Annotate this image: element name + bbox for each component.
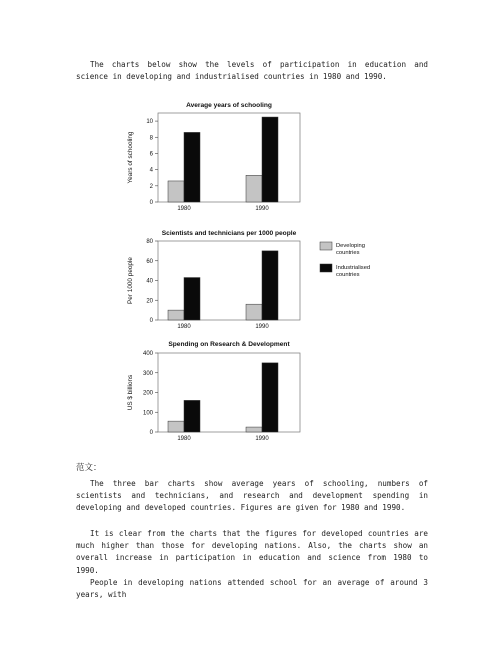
chart-1 [127,102,300,212]
x-tick-label: 1990 [255,324,269,330]
bar-industrialised-1990 [262,117,278,202]
legend-label-line2: countries [336,250,360,256]
legend-label: Developing [336,243,366,249]
y-tick-label: 80 [146,239,153,245]
y-axis-label: Years of schooling [127,131,134,184]
y-axis-label: Per 1000 people [127,257,134,304]
y-tick-label: 300 [142,370,153,377]
y-tick-label: 20 [146,298,153,305]
bar-industrialised-1990 [262,251,278,320]
essay-paragraph-2: It is clear from the charts that the figures for developed countries are much higher than those for developing nations. Also, the charts show an overall increase in participation in education and science from 1980 to 1990. [76,529,428,575]
bar-developing-1980 [168,310,184,320]
y-tick-label: 400 [142,351,153,357]
bar-developing-1990 [246,175,262,202]
y-axis-label: US $ billions [127,374,134,411]
bar-developing-1980 [168,421,184,432]
x-tick-label: 1980 [177,206,191,212]
plot-frame [158,241,300,320]
y-tick-label: 100 [142,410,153,417]
legend-swatch [320,242,332,250]
plot-frame [158,353,300,432]
bar-developing-1990 [246,304,262,320]
legend [320,242,370,278]
bar-industrialised-1980 [184,400,200,432]
y-tick-label: 0 [149,200,153,206]
x-tick-label: 1990 [255,436,269,442]
y-tick-label: 0 [149,430,153,436]
y-tick-label: 0 [149,318,153,324]
chart-title: Average years of schooling [186,102,272,109]
chart-2 [127,230,300,330]
y-tick-label: 6 [149,151,153,158]
y-tick-label: 60 [146,258,153,265]
x-tick-label: 1990 [255,206,269,212]
bar-industrialised-1990 [262,363,278,432]
y-tick-label: 200 [142,390,153,397]
bar-developing-1990 [246,427,262,432]
y-tick-label: 4 [149,167,153,174]
chart-3 [127,341,300,442]
legend-swatch [320,264,332,272]
x-tick-label: 1980 [177,436,191,442]
legend-label: Industrialised [336,265,371,271]
bar-developing-1980 [168,181,184,202]
y-tick-label: 8 [149,135,153,142]
legend-label-line2: countries [336,272,360,278]
y-tick-label: 40 [146,278,153,285]
bar-industrialised-1980 [184,278,200,320]
intro-paragraph: The charts below show the levels of participation in education and science in developing and industrialised countries in 1980 and 1990. [76,60,428,82]
y-tick-label: 2 [149,183,153,190]
chart-title: Scientists and technicians per 1000 people [161,230,297,237]
chart-title: Spending on Research & Development [168,341,290,348]
bar-industrialised-1980 [184,132,200,202]
x-tick-label: 1980 [177,324,191,330]
essay-heading: 范文： [76,463,102,473]
essay-paragraph-3: People in developing nations attended school for an average of around 3 years, with [76,578,428,600]
y-tick-label: 10 [146,119,153,126]
essay-paragraph-1: The three bar charts show average years of schooling, numbers of scientists and technicians, and research and development spending in developing and developed countries. Figures are given for 1980 and 1990. [76,479,428,513]
